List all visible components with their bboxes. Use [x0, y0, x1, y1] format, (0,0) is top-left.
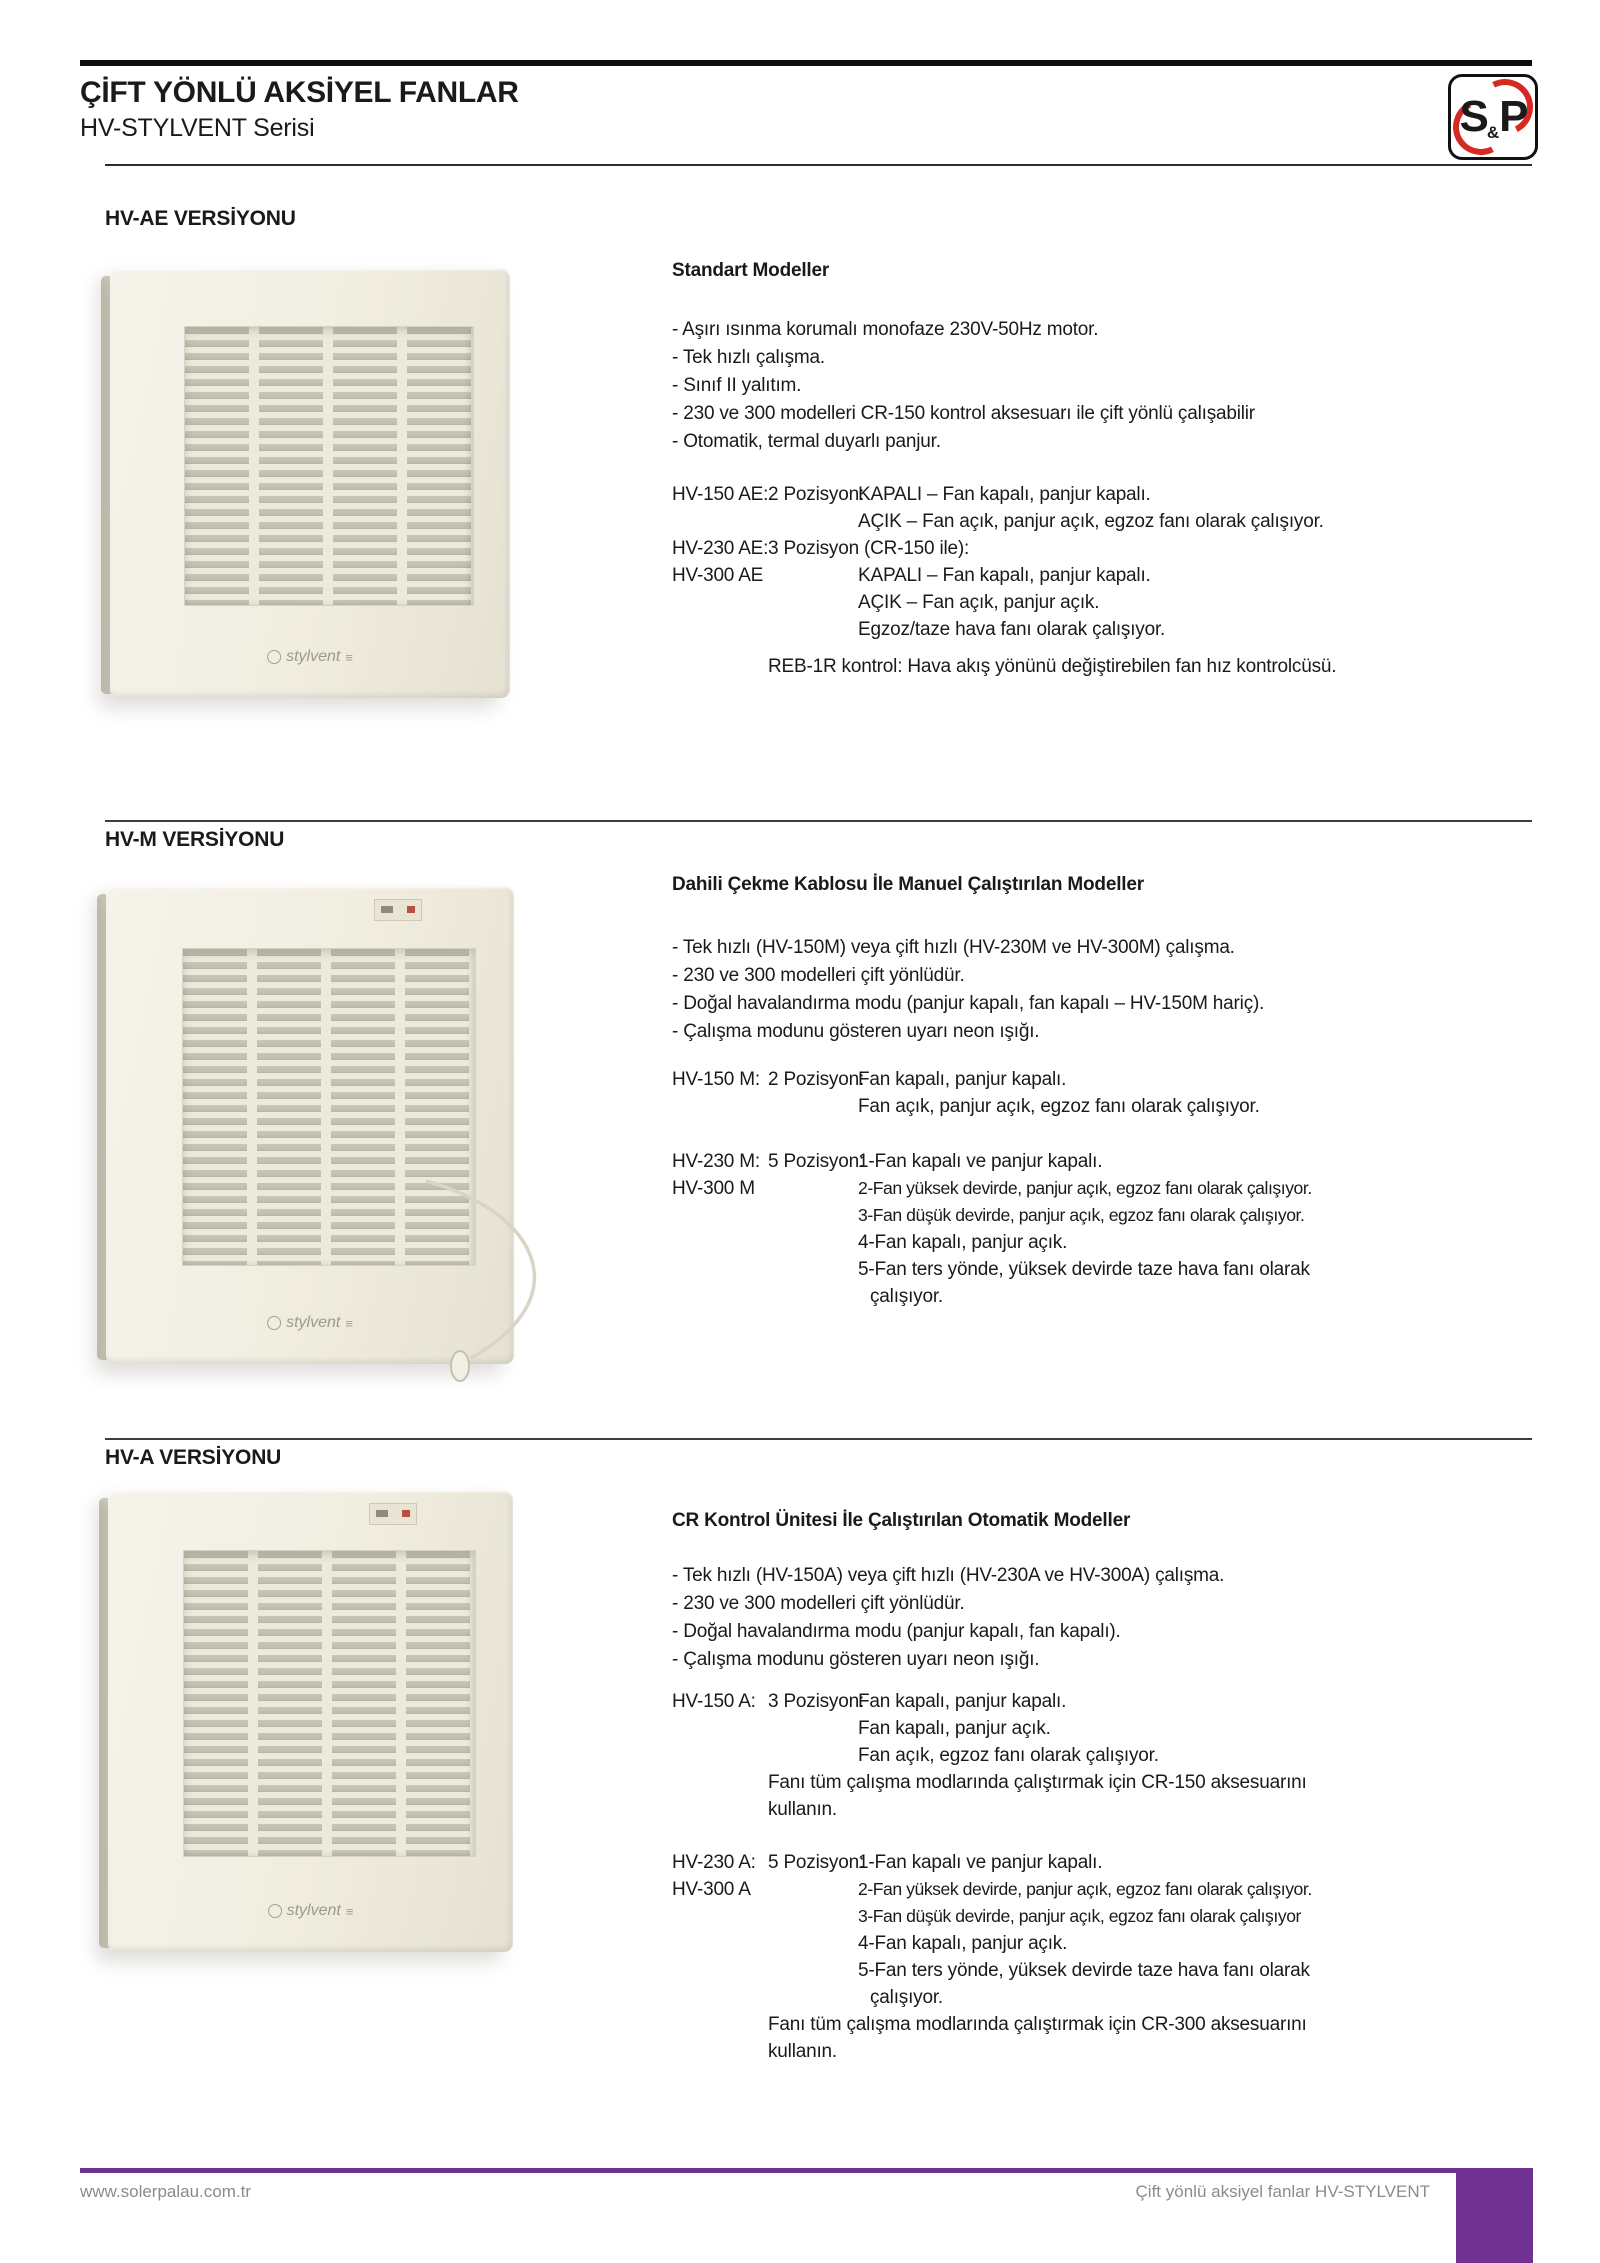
feature-line: - Tek hızlı çalışma. [672, 347, 825, 368]
model-cell: HV-150 AE: [672, 484, 769, 505]
intro-hv-ae: Standart Modeller [672, 260, 830, 281]
feature-line: - Aşırı ısınma korumalı monofaze 230V-50Hz motor. [672, 319, 1099, 340]
brand-roundel-icon [267, 1316, 281, 1330]
pull-cord[interactable] [396, 1176, 666, 1406]
model-line: HV-300 M [672, 1178, 755, 1199]
description-cell [858, 481, 1324, 535]
description-line: 5-Fan ters yönde, yüksek devirde taze hava fanı olarak [858, 1960, 1310, 1981]
position-table-hv-a [672, 1688, 1312, 2065]
description-line: 4-Fan kapalı, panjur açık. [858, 1933, 1068, 1954]
brand-lines-icon: ≡ [345, 1903, 354, 1919]
feature-line: - Doğal havalandırma modu (panjur kapalı, fan kapalı). [672, 1621, 1121, 1642]
position-cell: 2 Pozisyon: [768, 484, 865, 505]
description-line: KAPALI – Fan kapalı, panjur kapalı. [858, 484, 1151, 505]
feature-line: - Çalışma modunu gösteren uyarı neon ışığı. [672, 1649, 1040, 1670]
accessory-note: kullanın. [768, 2041, 837, 2062]
fan-label-sticker [374, 899, 422, 921]
brand-roundel-icon [267, 650, 281, 664]
description-line: çalışıyor. [870, 1987, 943, 2008]
description-line: 3-Fan düşük devirde, panjur açık, egzoz fanı olarak çalışıyor. [858, 1205, 1305, 1225]
table-row [672, 481, 1324, 535]
sp-logo [1448, 74, 1538, 160]
fan-front-panel [110, 268, 510, 698]
fan-louver-grille [183, 1550, 476, 1857]
model-cell: HV-150 A: [672, 1691, 756, 1712]
model-cell [672, 1849, 768, 2011]
feature-line: - Sınıf II yalıtım. [672, 375, 802, 396]
features-hv-a [672, 1562, 1224, 1674]
brand-text: stylvent [286, 1314, 341, 1331]
table-row [672, 562, 1324, 643]
description-cell [858, 535, 1324, 562]
model-line: HV-230 A: [672, 1852, 756, 1873]
description-cell [858, 1148, 1312, 1310]
features-hv-m [672, 934, 1264, 1046]
brand-text: stylvent [286, 648, 341, 665]
feature-line: - Otomatik, termal duyarlı panjur. [672, 431, 941, 452]
logo-letter-p: P [1499, 92, 1527, 141]
fan-louver-grille [184, 326, 474, 606]
model-line: HV-230 M: [672, 1151, 760, 1172]
footer-rule [80, 2168, 1533, 2173]
position-cell: 3 Pozisyon (CR-150 ile): [768, 538, 970, 559]
logo-letter-s: S [1459, 92, 1487, 141]
logo-text [1451, 77, 1535, 157]
page-title: ÇİFT YÖNLÜ AKSİYEL FANLAR [80, 76, 519, 109]
feature-line: - 230 ve 300 modelleri CR-150 kontrol aksesuarı ile çift yönlü çalışabilir [672, 403, 1255, 424]
description-line: AÇIK – Fan açık, panjur açık, egzoz fanı olarak çalışıyor. [858, 511, 1324, 532]
accessory-note: kullanın. [768, 1799, 837, 1820]
table-row [672, 1066, 1312, 1120]
description-line: 2-Fan yüksek devirde, panjur açık, egzoz fanı olarak çalışıyor. [858, 1879, 1312, 1899]
position-cell: 2 Pozisyon: [768, 1069, 865, 1090]
table-row [672, 535, 1324, 562]
description-cell [858, 1066, 1312, 1120]
position-table-hv-ae [672, 481, 1324, 643]
header-rule [80, 60, 1532, 66]
page-subtitle: HV-STYLVENT Serisi [80, 114, 315, 142]
fan-brand-label [268, 1902, 354, 1920]
description-line: Egzoz/taze hava fanı olarak çalışıyor. [858, 619, 1166, 640]
footer-page-label: Çift yönlü aksiyel fanlar HV-STYLVENT [1135, 2182, 1430, 2201]
fan-image-hv-a [108, 1490, 513, 1952]
description-line: 5-Fan ters yönde, yüksek devirde taze hava fanı olarak [858, 1259, 1310, 1280]
feature-line: - Çalışma modunu gösteren uyarı neon ışığı. [672, 1021, 1040, 1042]
accessory-note: Fanı tüm çalışma modlarında çalıştırmak için CR-150 aksesuarını [768, 1772, 1307, 1793]
position-cell: 5 Pozisyon: [768, 1852, 865, 1873]
description-line: AÇIK – Fan açık, panjur açık. [858, 592, 1100, 613]
brand-lines-icon: ≡ [345, 1315, 353, 1331]
model-cell: HV-300 AE [672, 565, 764, 586]
brand-roundel-icon [268, 1904, 282, 1918]
description-line: Fan kapalı, panjur kapalı. [858, 1069, 1067, 1090]
fan-label-sticker [369, 1503, 417, 1525]
description-cell [858, 1688, 1312, 1769]
table-row [672, 1849, 1312, 2011]
position-cell: 3 Pozisyon: [768, 1691, 865, 1712]
description-line: Fan açık, egzoz fanı olarak çalışıyor. [858, 1745, 1159, 1766]
description-line: Fan kapalı, panjur açık. [858, 1718, 1051, 1739]
footer-corner-block [1456, 2168, 1533, 2263]
feature-line: - Tek hızlı (HV-150M) veya çift hızlı (HV-230M ve HV-300M) çalışma. [672, 937, 1235, 958]
description-line: Fan kapalı, panjur kapalı. [858, 1691, 1067, 1712]
note-hv-ae: REB-1R kontrol: Hava akış yönünü değiştirebilen fan hız kontrolcüsü. [768, 656, 1337, 677]
table-row [672, 1688, 1312, 1769]
description-line: KAPALI – Fan kapalı, panjur kapalı. [858, 565, 1151, 586]
fan-image-hv-ae [110, 268, 510, 698]
description-cell [858, 1849, 1312, 2011]
fan-brand-label [267, 648, 353, 666]
features-hv-ae [672, 316, 1255, 456]
feature-line: - Doğal havalandırma modu (panjur kapalı, fan kapalı – HV-150M hariç). [672, 993, 1265, 1014]
model-cell: HV-230 AE: [672, 538, 769, 559]
feature-line: - 230 ve 300 modelleri çift yönlüdür. [672, 1593, 965, 1614]
description-cell [858, 562, 1324, 643]
model-cell: HV-150 M: [672, 1069, 760, 1090]
fan-brand-label [267, 1314, 353, 1332]
description-line: 3-Fan düşük devirde, panjur açık, egzoz fanı olarak çalışıyor [858, 1906, 1301, 1926]
description-line: 2-Fan yüksek devirde, panjur açık, egzoz fanı olarak çalışıyor. [858, 1178, 1312, 1198]
fan-front-panel [108, 1490, 513, 1952]
header-divider [105, 164, 1532, 166]
model-cell [672, 1148, 768, 1310]
feature-line: - Tek hızlı (HV-150A) veya çift hızlı (HV-230A ve HV-300A) çalışma. [672, 1565, 1225, 1586]
brand-text: stylvent [286, 1902, 341, 1919]
description-line: 4-Fan kapalı, panjur açık. [858, 1232, 1068, 1253]
table-row [672, 1148, 1312, 1310]
section-heading-hv-m: HV-M VERSİYONU [105, 828, 285, 851]
description-line: 1-Fan kapalı ve panjur kapalı. [858, 1852, 1103, 1873]
position-table-hv-m [672, 1066, 1312, 1310]
description-line: 1-Fan kapalı ve panjur kapalı. [858, 1151, 1103, 1172]
intro-hv-m: Dahili Çekme Kablosu İle Manuel Çalıştırılan Modeller [672, 874, 1144, 895]
position-cell [768, 562, 858, 643]
position-cell: 5 Pozisyon: [768, 1151, 865, 1172]
section-divider [105, 1438, 1532, 1440]
logo-ampersand: & [1486, 123, 1500, 142]
section-heading-hv-a: HV-A VERSİYONU [105, 1446, 282, 1469]
description-line: Fan açık, panjur açık, egzoz fanı olarak çalışıyor. [858, 1096, 1260, 1117]
description-line: çalışıyor. [870, 1286, 943, 1307]
section-divider [105, 820, 1532, 822]
model-line: HV-300 A [672, 1879, 751, 1900]
footer-website-link[interactable]: www.solerpalau.com.tr [80, 2182, 252, 2201]
feature-line: - 230 ve 300 modelleri çift yönlüdür. [672, 965, 965, 986]
accessory-note: Fanı tüm çalışma modlarında çalıştırmak için CR-300 aksesuarını [768, 2014, 1307, 2035]
brand-lines-icon: ≡ [345, 649, 353, 665]
intro-hv-a: CR Kontrol Ünitesi İle Çalıştırılan Otomatik Modeller [672, 1510, 1131, 1531]
section-heading-hv-ae: HV-AE VERSİYONU [105, 207, 296, 230]
fan-image-hv-m [106, 886, 514, 1364]
